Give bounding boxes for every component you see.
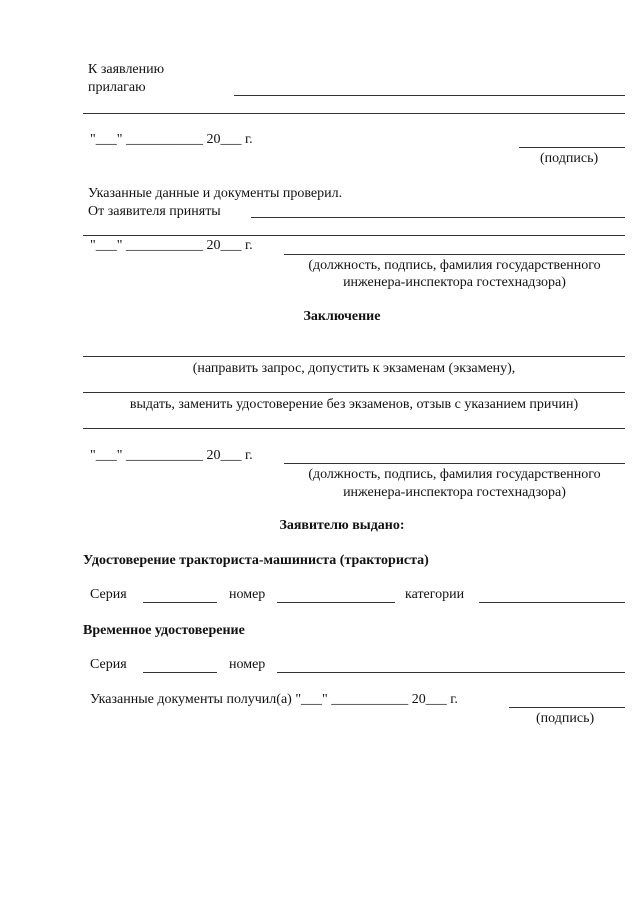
- date-day-blank[interactable]: ___: [95, 238, 117, 253]
- conclusion-hint-2: выдать, заменить удостоверение без экзаменов, отзыв с указанием причин): [129, 397, 579, 412]
- date-year-prefix: 20: [206, 132, 221, 147]
- cert-category-label: категории: [405, 587, 465, 602]
- date-year-suffix: г.: [244, 448, 253, 463]
- date-close-quote: ": [116, 448, 123, 463]
- date-year-blank[interactable]: ___: [220, 132, 242, 147]
- date-close-quote: ": [116, 238, 123, 253]
- cert-category-field[interactable]: [479, 602, 625, 603]
- date-month-blank[interactable]: ___________: [125, 132, 203, 147]
- cert-series-field[interactable]: [143, 602, 217, 603]
- signature-line-2[interactable]: [509, 707, 625, 708]
- cert-number-label: номер: [229, 587, 266, 602]
- conclusion-title: Заключение: [303, 309, 381, 324]
- attach-label-line2: прилагаю: [88, 80, 146, 95]
- inspector-caption-1-line1: (должность, подпись, фамилия государственного: [308, 258, 601, 273]
- date-day-blank[interactable]: ___: [301, 692, 323, 707]
- date-1: [90, 132, 253, 148]
- date-month-blank[interactable]: ___________: [125, 448, 203, 463]
- date-month-blank[interactable]: ___________: [125, 238, 203, 253]
- date-open-quote: ": [90, 238, 96, 253]
- date-year-suffix: г.: [244, 238, 253, 253]
- accepted-field-line-2[interactable]: [83, 235, 625, 236]
- signature-caption-2: (подпись): [536, 711, 595, 726]
- conclusion-field-line-3[interactable]: [83, 428, 625, 429]
- date-open-quote: ": [90, 448, 96, 463]
- date-close-quote: ": [322, 692, 328, 707]
- conclusion-field-line-1[interactable]: [83, 356, 625, 357]
- verify-line1: Указанные данные и документы проверил.: [88, 186, 343, 201]
- verify-line2: От заявителя приняты: [88, 204, 221, 219]
- attach-label-line1: К заявлению: [88, 62, 165, 77]
- date-year-prefix: 20: [206, 238, 221, 253]
- date-open-quote: ": [90, 132, 96, 147]
- issued-title: Заявителю выдано:: [279, 518, 405, 533]
- signature-line-1[interactable]: [519, 147, 625, 148]
- inspector-caption-2-line2: инженера-инспектора гостехнадзора): [343, 485, 566, 500]
- cert-series-label: Серия: [90, 587, 127, 602]
- date-close-quote: ": [116, 132, 123, 147]
- temp-certificate-title: Временное удостоверение: [83, 623, 245, 638]
- attach-field-line[interactable]: [234, 95, 625, 96]
- signature-caption-1: (подпись): [540, 151, 599, 166]
- temp-number-field[interactable]: [277, 672, 625, 673]
- inspector-caption-1-line2: инженера-инспектора гостехнадзора): [343, 275, 566, 290]
- cert-number-field[interactable]: [277, 602, 395, 603]
- date-day-blank[interactable]: ___: [95, 132, 117, 147]
- date-year-blank[interactable]: ___: [220, 238, 242, 253]
- received-label: Указанные документы получил(а): [90, 692, 292, 707]
- inspector-caption-2-line1: (должность, подпись, фамилия государственного: [308, 467, 601, 482]
- date-day-blank[interactable]: ___: [95, 448, 117, 463]
- date-year-blank[interactable]: ___: [220, 448, 242, 463]
- certificate-title: Удостоверение тракториста-машиниста (тракториста): [83, 553, 429, 568]
- temp-series-label: Серия: [90, 657, 127, 672]
- accepted-field-line[interactable]: [251, 217, 625, 218]
- temp-series-field[interactable]: [143, 672, 217, 673]
- date-2: [90, 238, 253, 254]
- received-line: [90, 692, 458, 708]
- date-year-suffix: г.: [450, 692, 458, 707]
- date-year-prefix: 20: [411, 692, 426, 707]
- inspector-signature-line-2[interactable]: [284, 463, 625, 464]
- attach-field-line-2[interactable]: [83, 113, 625, 114]
- temp-number-label: номер: [229, 657, 266, 672]
- date-3: [90, 448, 253, 464]
- date-year-blank[interactable]: ___: [425, 692, 447, 707]
- conclusion-field-line-2[interactable]: [83, 392, 625, 393]
- conclusion-hint-1: (направить запрос, допустить к экзаменам (экзамену),: [192, 361, 516, 376]
- date-open-quote: ": [295, 692, 302, 707]
- date-year-prefix: 20: [206, 448, 221, 463]
- inspector-signature-line-1[interactable]: [284, 254, 625, 255]
- date-year-suffix: г.: [244, 132, 253, 147]
- date-month-blank[interactable]: ___________: [331, 692, 409, 707]
